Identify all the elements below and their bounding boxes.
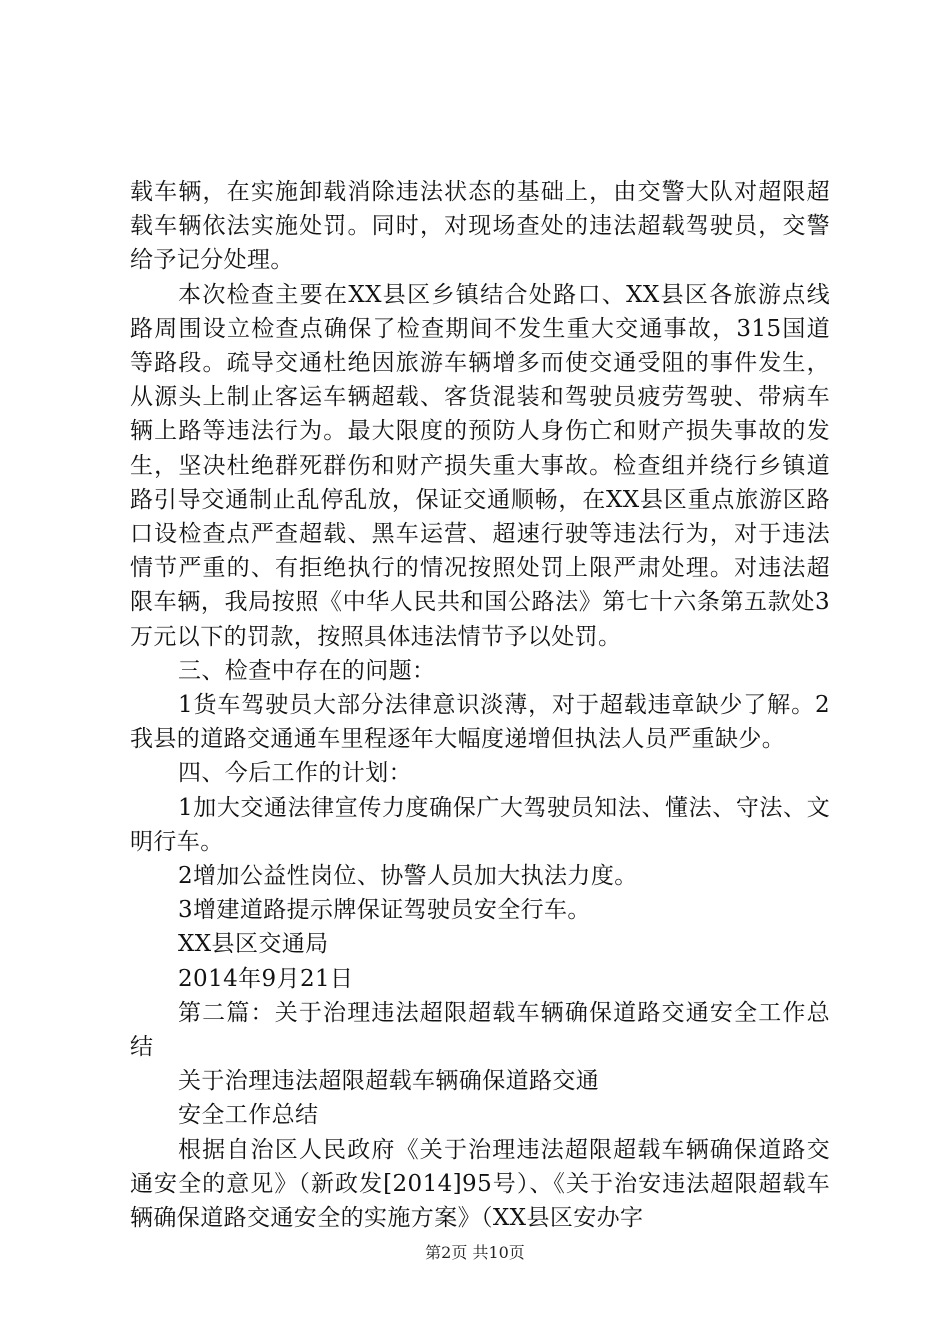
plan-item-2: 2增加公益性岗位、协警人员加大执法力度。 xyxy=(178,863,638,890)
section-heading-problems: 三、检查中存在的问题： xyxy=(178,657,436,684)
page-number-label: 第2页 共10页 xyxy=(425,1243,525,1262)
section-heading-plans: 四、今后工作的计划： xyxy=(178,760,412,787)
page-footer xyxy=(0,1243,950,1263)
paragraph-inspection-details: 本次检查主要在XX县区乡镇结合处路口、XX县区各旅游点线路周围设立检查点确保了检查期间不发生重大交通事故，315国道等路段。疏导交通杜绝因旅游车辆增多而使交通受阻的事件发生，从源头上制止客运车辆超载、客货混装和驾驶员疲劳驾驶、带病车辆上路等违法行为。最大限度的预防人身伤亡和财产损失事故的发生，坚决杜绝群死群伤和财产损失重大事故。检查组并绕行乡镇道路引导交通制止乱停乱放，保证交通顺畅，在XX县区重点旅游区路口设检查点严查超载、黑车运营、超速行驶等违法行为，对于违法情节严重的、有拒绝执行的情况按照处罚上限严肃处理。对违法超限车辆，我局按照《中华人民共和国公路法》第七十六条第五款处3万元以下的罚款，按照具体违法情节予以处罚。 xyxy=(130,281,830,650)
second-article-heading: 第二篇：关于治理违法超限超载车辆确保道路交通安全工作总结 xyxy=(130,999,830,1061)
second-article-title-line-2: 安全工作总结 xyxy=(178,1102,319,1129)
signature-date: 2014年9月21日 xyxy=(178,965,354,992)
paragraph-problems: 1货车驾驶员大部分法律意识淡薄，对于超载违章缺少了解。2我县的道路交通通车里程逐年大幅度递增但执法人员严重缺少。 xyxy=(130,692,830,753)
plan-item-1: 1加大交通法律宣传力度确保广大驾驶员知法、懂法、守法、文明行车。 xyxy=(130,794,830,855)
paragraph-second-article-intro: 根据自治区人民政府《关于治理违法超限超载车辆确保道路交通安全的意见》（新政发[2014]95号）、《关于治安违法超限超载车辆确保道路交通安全的实施方案》（XX县区安办字 xyxy=(130,1136,830,1232)
signature-organization: XX县区交通局 xyxy=(178,931,329,958)
paragraph-continuation: 载车辆，在实施卸载消除违法状态的基础上，由交警大队对超限超载车辆依法实施处罚。同时，对现场查处的违法超载驾驶员，交警给予记分处理。 xyxy=(130,179,830,274)
second-article-title-line-1: 关于治理违法超限超载车辆确保道路交通 xyxy=(178,1068,600,1095)
document-body xyxy=(130,175,830,1235)
plan-item-3: 3增建道路提示牌保证驾驶员安全行车。 xyxy=(178,897,591,924)
